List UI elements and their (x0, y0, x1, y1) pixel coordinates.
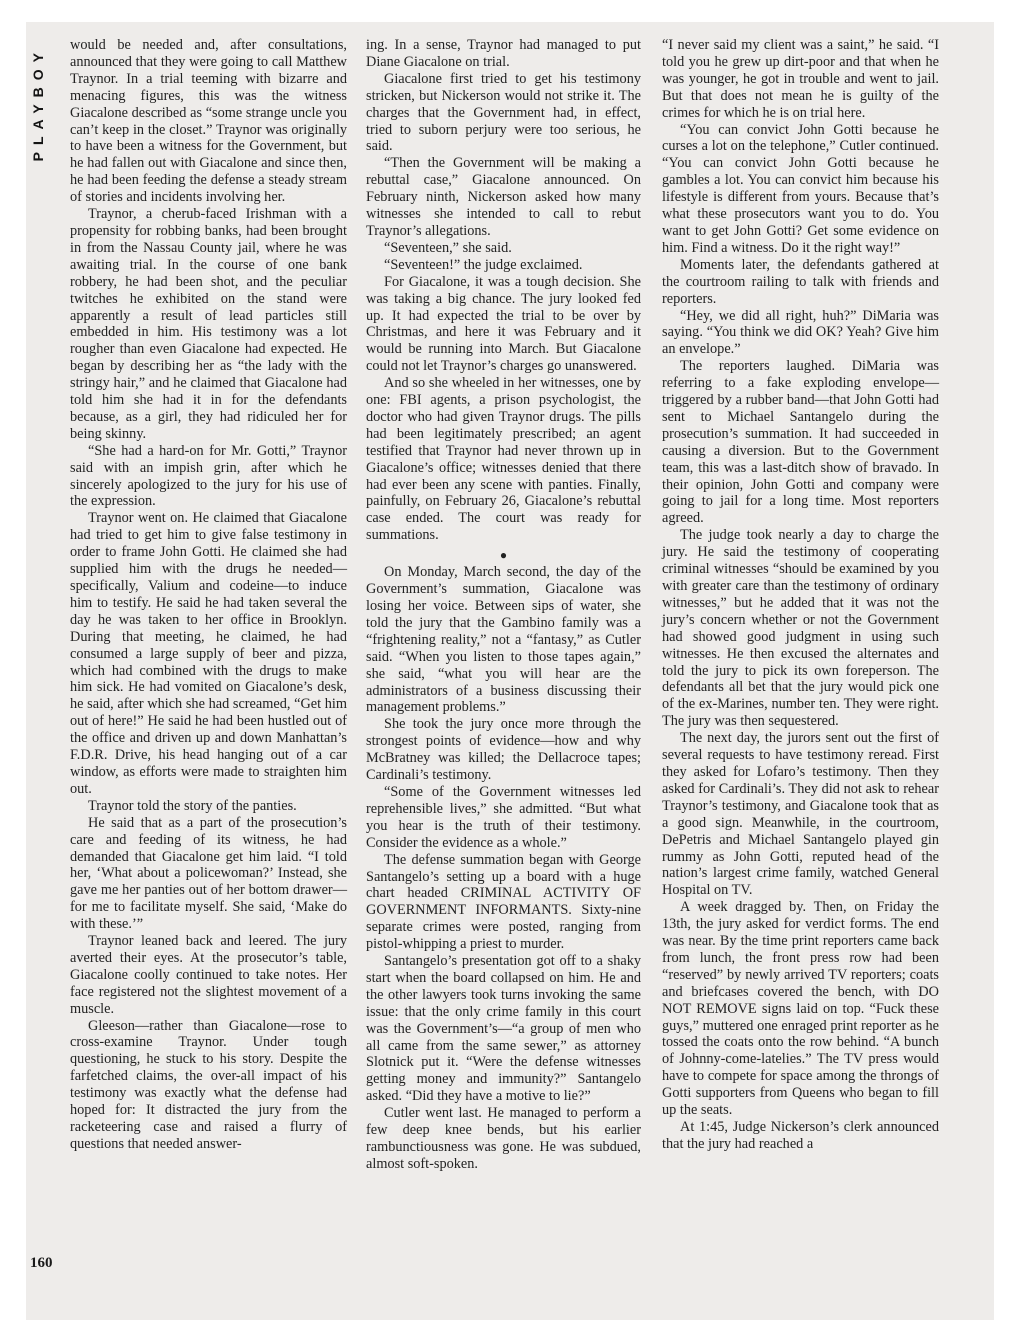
paragraph: Traynor, a cherub-faced Irishman with a propensity for robbing banks, had been brought in from the Nassau County jail, where he was awaiting trial. In the course of one bank robbery, he had been shot, and the peculiar twitches he exhibited on the stand were apparently a result of lead particles still embedded in him. His testimony was a lot rougher than even Giacalone had expected. He began by describing her as “the lady with the stringy hair,” and he claimed that Giacalone had told him she had it in for the defendants because, as a girl, they had ridiculed her for being skinny. (70, 206, 347, 442)
paragraph: Traynor leaned back and leered. The jury averted their eyes. At the prosecutor’s table, Giacalone coolly continued to take notes. Her face registered not the slightest movement of a muscle. (70, 933, 347, 1017)
magazine-page (26, 22, 994, 1320)
paragraph: At 1:45, Judge Nickerson’s clerk announced that the jury had reached a (662, 1119, 939, 1152)
paragraph: Gleeson—rather than Giacalone—rose to cross-examine Traynor. Under tough questioning, he stuck to his story. Despite the farfetched claims, the over-all impact of his testimony was exactly what the defense had hoped for: It distracted the jury from the racketeering case and raised a flurry of questions that needed answer- (70, 1017, 347, 1152)
paragraph: Cutler went last. He managed to perform a few deep knee bends, but his earlier rambunctiousness was gone. He was subdued, almost soft-spoken. (366, 1105, 641, 1172)
paragraph: Santangelo’s presentation got off to a shaky start when the board collapsed on him. He and the other lawyers took turns invoking the same issue: that the only crime family in this court was the Government’s—“a group of men who all came from the same sewer,” as attorney Slotnick put it. “Were the defense witnesses getting money and immunity?” Santangelo asked. “Did they have a motive to lie?” (366, 953, 641, 1105)
paragraph: “Seventeen!” the judge exclaimed. (384, 256, 583, 273)
paragraph: “Some of the Government witnesses led reprehensible lives,” she admitted. “But what you hear is the truth of their testimony. Consider the evidence as a whole.” (366, 783, 641, 851)
paragraph: “She had a hard-on for Mr. Gotti,” Traynor said with an impish grin, after which he sincerely apologized to the jury for his use of the expression. (70, 442, 347, 510)
paragraph: “Seventeen,” she said. (384, 239, 512, 256)
paragraph: The next day, the jurors sent out the first of several requests to have testimony reread. First they asked for Lofaro’s testimony. Then they asked for Cardinali’s. They did not ask to rehear Traynor’s testimony, and Giacalone took that as a good sign. Meanwhile, in the courtroom, DePetris and Michael Santangelo played gin rummy as John Gotti, reputed head of the nation’s largest crime family, watched General Hospital on TV. (662, 730, 939, 899)
paragraph: ing. In a sense, Traynor had managed to put Diane Giacalone on trial. (366, 37, 641, 70)
text-column-1 (70, 37, 347, 1153)
paragraph: A week dragged by. Then, on Friday the 13th, the jury asked for verdict forms. The end was near. By the time print reporters came back from lunch, the front press row had been “reserved” by newly arrived TV reporters; coats and briefcases covered the bench, with DO NOT REMOVE signs laid on top. “Fuck these guys,” muttered one enraged print reporter as he tossed the coats onto the row behind. “A bunch of Johnny-come-latelies.” The TV press would have to compete for space among the throngs of Gotti supporters from Queens who began to fill up the seats. (662, 899, 939, 1119)
paragraph: He said that as a part of the prosecution’s care and feeding of its witness, he had demanded that Giacalone get him laid. “I told her, ‘What about a policewoman?’ Instead, she gave me her panties out of her bottom drawer—for me to facilitate myself. She said, ‘Make do with these.’” (70, 814, 347, 933)
paragraph: “I never said my client was a saint,” he said. “I told you he grew up dirt-poor and that when he was younger, he got in trouble and went to jail. But that does not mean he is guilty of the crimes for which he is on trial here. (662, 37, 939, 121)
paragraph: “Hey, we did all right, huh?” DiMaria was saying. “You think we did OK? Yeah? Give him an envelope.” (662, 307, 939, 358)
magazine-running-head: PLAYBOY (30, 46, 46, 162)
text-column-3 (662, 37, 939, 1153)
paragraph: “You can convict John Gotti because he curses a lot on the telephone,” Cutler continued. “You can convict John Gotti because he gambles a lot. You can convict him because his lifestyle is different from yours. Because that’s what these prosecutors want you to do. You want to get John Gotti? Get some evidence on him. Find a witness. Do it the right way!” (662, 121, 939, 256)
paragraph: For Giacalone, it was a tough decision. She was taking a big chance. The jury looked fed up. It had expected the trial to be over by Christmas, and here it was February and it would be running into March. But Giacalone could not let Traynor’s charges go unanswered. (366, 273, 641, 375)
paragraph: And so she wheeled in her witnesses, one by one: FBI agents, a prison psychologist, the doctor who had given Traynor drugs. The pills had been legitimately prescribed; an agent testified that Traynor had never thrown up in Giacalone’s office; witnesses denied that there had ever been any scene with panties. Finally, painfully, on February 26, Giacalone’s rebuttal case ended. The court was ready for summations. (366, 375, 641, 544)
paragraph: The defense summation began with George Santangelo’s setting up a board with a huge chart headed CRIMINAL ACTIVITY OF GOVERNMENT INFORMANTS. Sixty-nine separate crimes were posted, ranging from pistol-whipping a priest to murder. (366, 851, 641, 953)
page-number: 160 (30, 1255, 53, 1271)
paragraph: Giacalone first tried to get his testimony stricken, but Nickerson would not strike it. The charges that the Government had, in effect, tried to suborn perjury were too serious, he said. (366, 70, 641, 155)
paragraph: On Monday, March second, the day of the Government’s summation, Giacalone was losing her voice. Between sips of water, she told the jury that the Gambino family was a “frightening reality,” not a “fantasy,” as Cutler said. “When you listen to those tapes again,” she said, “what you will hear are the administrators of a business discussing their management problems.” (366, 564, 641, 716)
paragraph: She took the jury once more through the strongest points of evidence—how and why McBratney was killed; the Dellacroce tapes; Cardinali’s testimony. (366, 716, 641, 784)
text-column-2 (366, 37, 641, 1173)
paragraph: The judge took nearly a day to charge the jury. He said the testimony of cooperating criminal witnesses “should be examined by you with greater care than the testimony of ordinary witnesses,” but he added that it was not the jury’s concern whether or not the Government had showed good judgment in using such witnesses. He then excused the alternates and told the jury to pick its own foreperson. The defendants all bet that the jury would pick one of the ex-Marines, number ten. They were right. The jury was then sequestered. (662, 527, 939, 730)
paragraph: The reporters laughed. DiMaria was referring to a fake exploding envelope—triggered by a rubber band—that John Gotti had sent to Michael Santangelo during the prosecution’s summation. It had succeeded in causing a diversion. But to the Government team, this was a last-ditch show of bravado. In their opinion, John Gotti and company were going to jail for a long time. Most reporters agreed. (662, 358, 939, 527)
section-break-bullet: ● (499, 548, 508, 563)
paragraph: would be needed and, after consultations, announced that they were going to call Matthew Traynor. In a trial teeming with bizarre and menacing figures, this was the witness Giacalone described as “some strange uncle you can’t keep in the closet.” Traynor was originally to have been a witness for the Government, but he had fallen out with Giacalone and since then, he had been feeding the defense a steady stream of stories and incidents involving her. (70, 37, 347, 206)
paragraph: Moments later, the defendants gathered at the courtroom railing to talk with friends and reporters. (662, 256, 939, 307)
paragraph: “Then the Government will be making a rebuttal case,” Giacalone announced. On February ninth, Nickerson asked how many witnesses she intended to call to rebut Traynor’s allegations. (366, 155, 641, 239)
paragraph: Traynor went on. He claimed that Giacalone had tried to get him to give false testimony in order to frame John Gotti. He claimed she had supplied him with the drugs he needed—specifically, Valium and codeine—to induce him to testify. He said he had taken several the day he was taken to her office in Brooklyn. During that meeting, he claimed, he had consumed a large supply of beer and pizza, which had combined with the drugs to make him sick. He had vomited on Giacalone’s desk, he said, after which she had screamed, “Get him out of here!” He said he had been hustled out of the office and driven up and down Manhattan’s F.D.R. Drive, his head hanging out of a car window, as efforts were made to straighten him out. (70, 510, 347, 797)
paragraph: Traynor told the story of the panties. (88, 797, 297, 814)
